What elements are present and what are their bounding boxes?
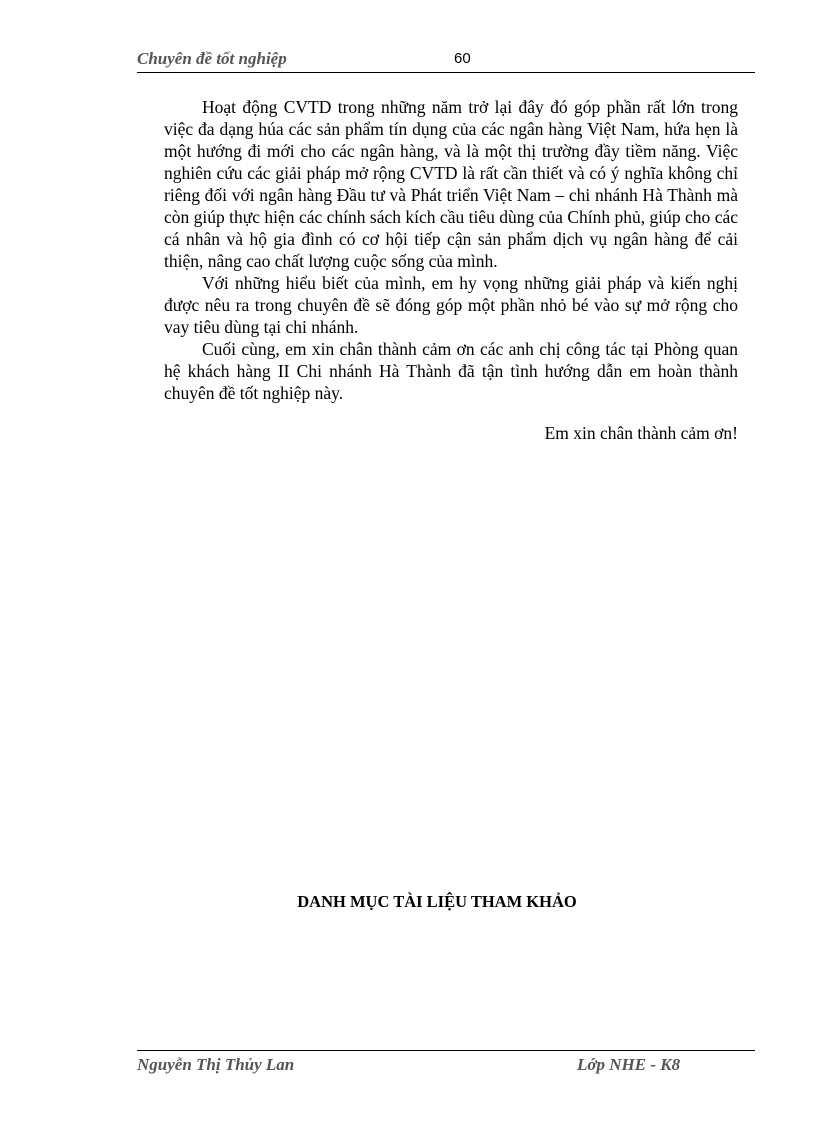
page-number: 60: [454, 50, 471, 67]
footer-rule: [137, 1050, 755, 1051]
paragraph: Hoạt động CVTD trong những năm trở lại đây đó góp phần rất lớn trong việc đa dạng húa các sản phẩm tín dụng của các ngân hàng Việt Nam, hứa hẹn là một hướng đi mới cho các ngân hàng, và là một thị trường đầy tiềm năng. Việc nghiên cứu các giải pháp mở rộng CVTD là rất cần thiết và có ý nghĩa không chỉ riêng đối với ngân hàng Đầu tư và Phát triển Việt Nam – chi nhánh Hà Thành mà còn giúp thực hiện các chính sách kích cầu tiêu dùng của Chính phủ, giúp cho các cá nhân và hộ gia đình có cơ hội tiếp cận sản phẩm dịch vụ ngân hàng để cải thiện, nâng cao chất lượng cuộc sống của mình.: [164, 97, 738, 271]
footer-author: Nguyễn Thị Thủy Lan: [137, 1055, 295, 1074]
body-text: [164, 96, 738, 404]
paragraph: Cuối cùng, em xin chân thành cảm ơn các anh chị công tác tại Phòng quan hệ khách hàng II Chi nhánh Hà Thành đã tận tình hướng dẫn em hoàn thành chuyên đề tốt nghiệp này.: [164, 339, 738, 403]
references-heading: DANH MỤC TÀI LIỆU THAM KHẢO: [297, 892, 577, 911]
closing-line: Em xin chân thành cảm ơn!: [544, 423, 738, 443]
paragraph: Với những hiểu biết của mình, em hy vọng những giải pháp và kiến nghị được nêu ra trong chuyên đề sẽ đóng góp một phần nhỏ bé vào sự mở rộng cho vay tiêu dùng tại chi nhánh.: [164, 273, 738, 337]
header-title: Chuyên đề tốt nghiệp: [137, 49, 287, 68]
footer-class: Lớp NHE - K8: [577, 1055, 681, 1074]
header-rule: [137, 72, 755, 73]
